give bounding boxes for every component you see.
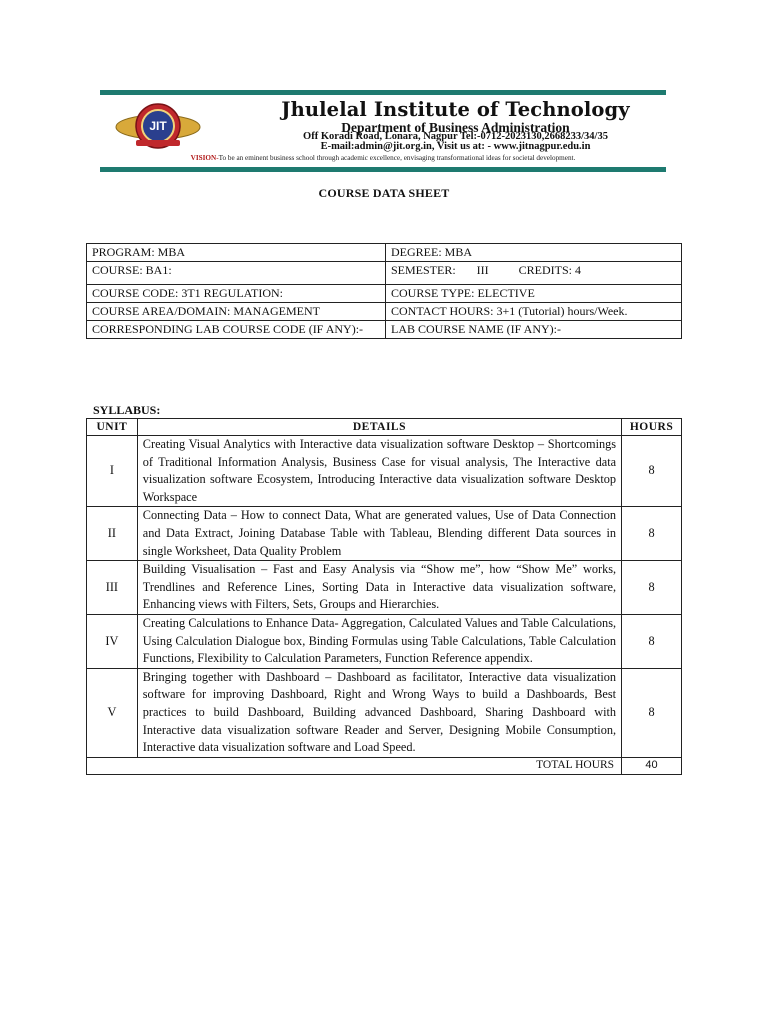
- letterhead-top-bar: [100, 90, 666, 95]
- info-row: [87, 303, 682, 321]
- info-cell: LAB COURSE NAME (IF ANY):-: [386, 321, 682, 339]
- info-cell: COURSE: BA1:: [87, 262, 386, 285]
- hours-cell: 8: [622, 614, 682, 668]
- hours-cell: 8: [622, 561, 682, 615]
- total-value: 40: [622, 757, 682, 774]
- details-cell: Creating Calculations to Enhance Data- Aggregation, Calculated Values and Table Calculations, Using Calculation Dialogue box, Binding Formulas using Table Calculations, Table Calculation Functions, Flexibility to Calculation Parameters, Function Reference appendix.: [137, 614, 621, 668]
- info-cell: COURSE CODE: 3T1 REGULATION:: [87, 285, 386, 303]
- syllabus-table: [86, 418, 682, 775]
- institute-logo: [114, 102, 202, 152]
- institute-name: Jhulelal Institute of Technology: [281, 98, 630, 121]
- vision-label: VISION-: [190, 154, 219, 162]
- vision-text: To be an eminent business school through academic excellence, envisaging transformational ideas for societal development.: [218, 154, 576, 162]
- document-title: COURSE DATA SHEET: [318, 186, 450, 200]
- course-info-table: [86, 243, 682, 339]
- institute-address: Off Koradi Road, Lonara, Nagpur Tel:-0712-2023130,2668233/34/35: [303, 131, 608, 142]
- syllabus-row: [87, 507, 682, 561]
- total-label: TOTAL HOURS: [87, 757, 622, 774]
- unit-cell: III: [87, 561, 138, 615]
- unit-header: UNIT: [87, 419, 138, 436]
- letterhead: [100, 90, 666, 174]
- syllabus-row: [87, 614, 682, 668]
- unit-cell: II: [87, 507, 138, 561]
- info-cell: COURSE TYPE: ELECTIVE: [386, 285, 682, 303]
- institute-contact: E-mail:admin@jit.org.in, Visit us at: - www.jitnagpur.edu.in: [320, 141, 591, 152]
- info-cell: PROGRAM: MBA: [87, 244, 386, 262]
- info-row: [87, 321, 682, 339]
- details-cell: Connecting Data – How to connect Data, What are generated values, Use of Data Connection and Data Extract, Joining Database Table with Tableau, Blending different Data sources in single Worksheet, Data Quality Problem: [137, 507, 621, 561]
- info-cell: DEGREE: MBA: [386, 244, 682, 262]
- hours-cell: 8: [622, 668, 682, 757]
- details-header: DETAILS: [137, 419, 621, 436]
- unit-cell: V: [87, 668, 138, 757]
- unit-cell: I: [87, 436, 138, 507]
- hours-cell: 8: [622, 436, 682, 507]
- logo-text: JIT: [149, 119, 167, 133]
- info-cell: CONTACT HOURS: 3+1 (Tutorial) hours/Week.: [386, 303, 682, 321]
- syllabus-row: [87, 436, 682, 507]
- details-cell: Bringing together with Dashboard – Dashboard as facilitator, Interactive data visualization software for improving Dashboard, Right and Wrong Ways to build a Dashboards, Best practices to build Dashboard, Building advanced Dashboard, Sharing Dashboard with Interactive data visualization software Reader and Server, Designing Mobile Consumption, Interactive data visualization software and Load Speed.: [137, 668, 621, 757]
- unit-cell: IV: [87, 614, 138, 668]
- info-cell: CORRESPONDING LAB COURSE CODE (IF ANY):-: [87, 321, 386, 339]
- syllabus-label: SYLLABUS:: [93, 403, 161, 417]
- letterhead-bottom-bar: [100, 167, 666, 172]
- syllabus-header-row: [87, 419, 682, 436]
- total-row: [87, 757, 682, 774]
- info-cell: COURSE AREA/DOMAIN: MANAGEMENT: [87, 303, 386, 321]
- hours-header: HOURS: [622, 419, 682, 436]
- details-cell: Creating Visual Analytics with Interactive data visualization software Desktop – Shortcomings of Traditional Information Analysis, Business Case for visual analysis, The Interactive data visualization software Ecosystem, Introducing Interactive data visualization software Desktop Workspace: [137, 436, 621, 507]
- hours-cell: 8: [622, 507, 682, 561]
- info-row: [87, 244, 682, 262]
- department-name: Department of Business Administration: [341, 120, 570, 135]
- syllabus-row: [87, 668, 682, 757]
- info-row: [87, 262, 682, 285]
- info-cell: SEMESTER: III CREDITS: 4: [386, 262, 682, 285]
- vision-statement: [100, 154, 666, 162]
- info-row: [87, 285, 682, 303]
- details-cell: Building Visualisation – Fast and Easy Analysis via “Show me”, how “Show Me” works, Trendlines and Reference Lines, Sorting Data in Interactive data visualization software, Enhancing views with Filters, Sets, Groups and Hierarchies.: [137, 561, 621, 615]
- syllabus-row: [87, 561, 682, 615]
